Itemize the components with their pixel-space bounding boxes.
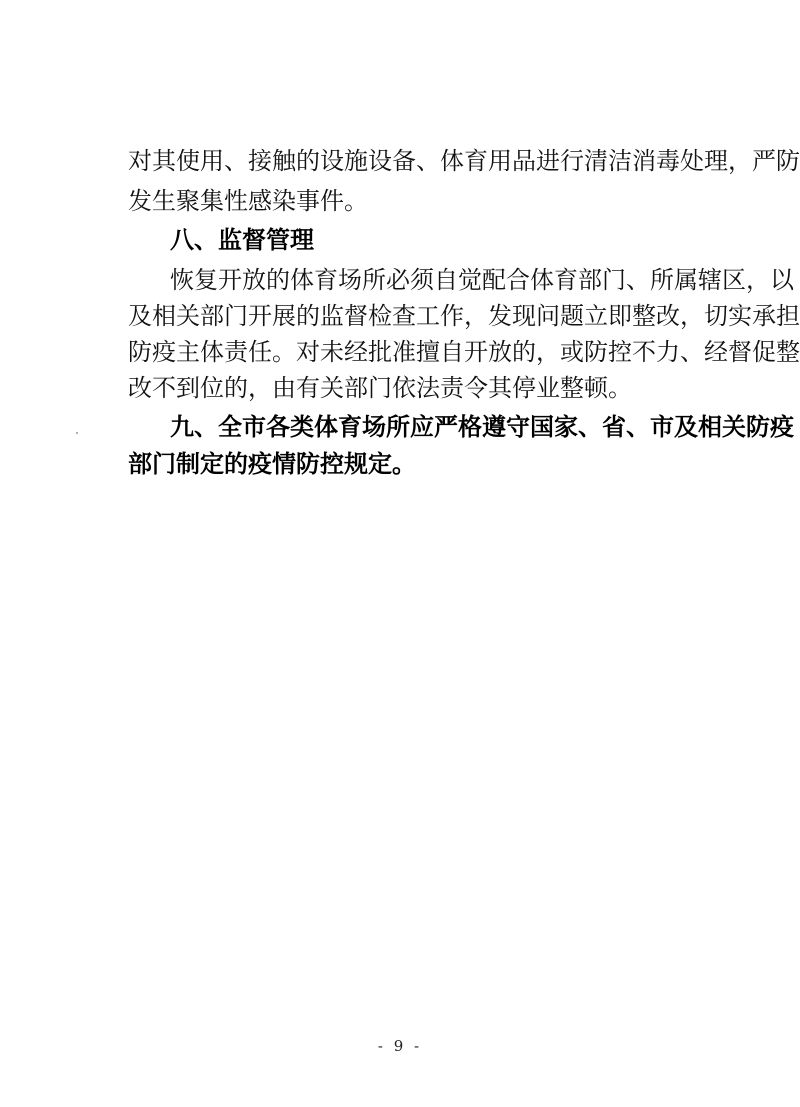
- paragraph-line: 恢复开放的体育场所必须自觉配合体育部门、所属辖区，以: [170, 266, 794, 294]
- paragraph-line: 改不到位的，由有关部门依法责令其停业整顿。: [128, 374, 632, 402]
- paragraph-line: 防疫主体责任。对未经批准擅自开放的，或防控不力、经督促整: [128, 338, 800, 366]
- scan-speck: [76, 432, 78, 434]
- section-heading: 八、监督管理: [170, 226, 314, 254]
- bold-paragraph-line: 九、全市各类体育场所应严格遵守国家、省、市及相关防疫: [170, 413, 794, 441]
- page-number: - 9 -: [377, 1037, 423, 1055]
- paragraph-line: 发生聚集性感染事件。: [128, 187, 368, 215]
- paragraph-line: 及相关部门开展的监督检查工作，发现问题立即整改，切实承担: [128, 302, 800, 330]
- paragraph-line: 对其使用、接触的设施设备、体育用品进行清洁消毒处理，严防: [128, 147, 800, 175]
- bold-paragraph-line: 部门制定的疫情防控规定。: [128, 450, 416, 478]
